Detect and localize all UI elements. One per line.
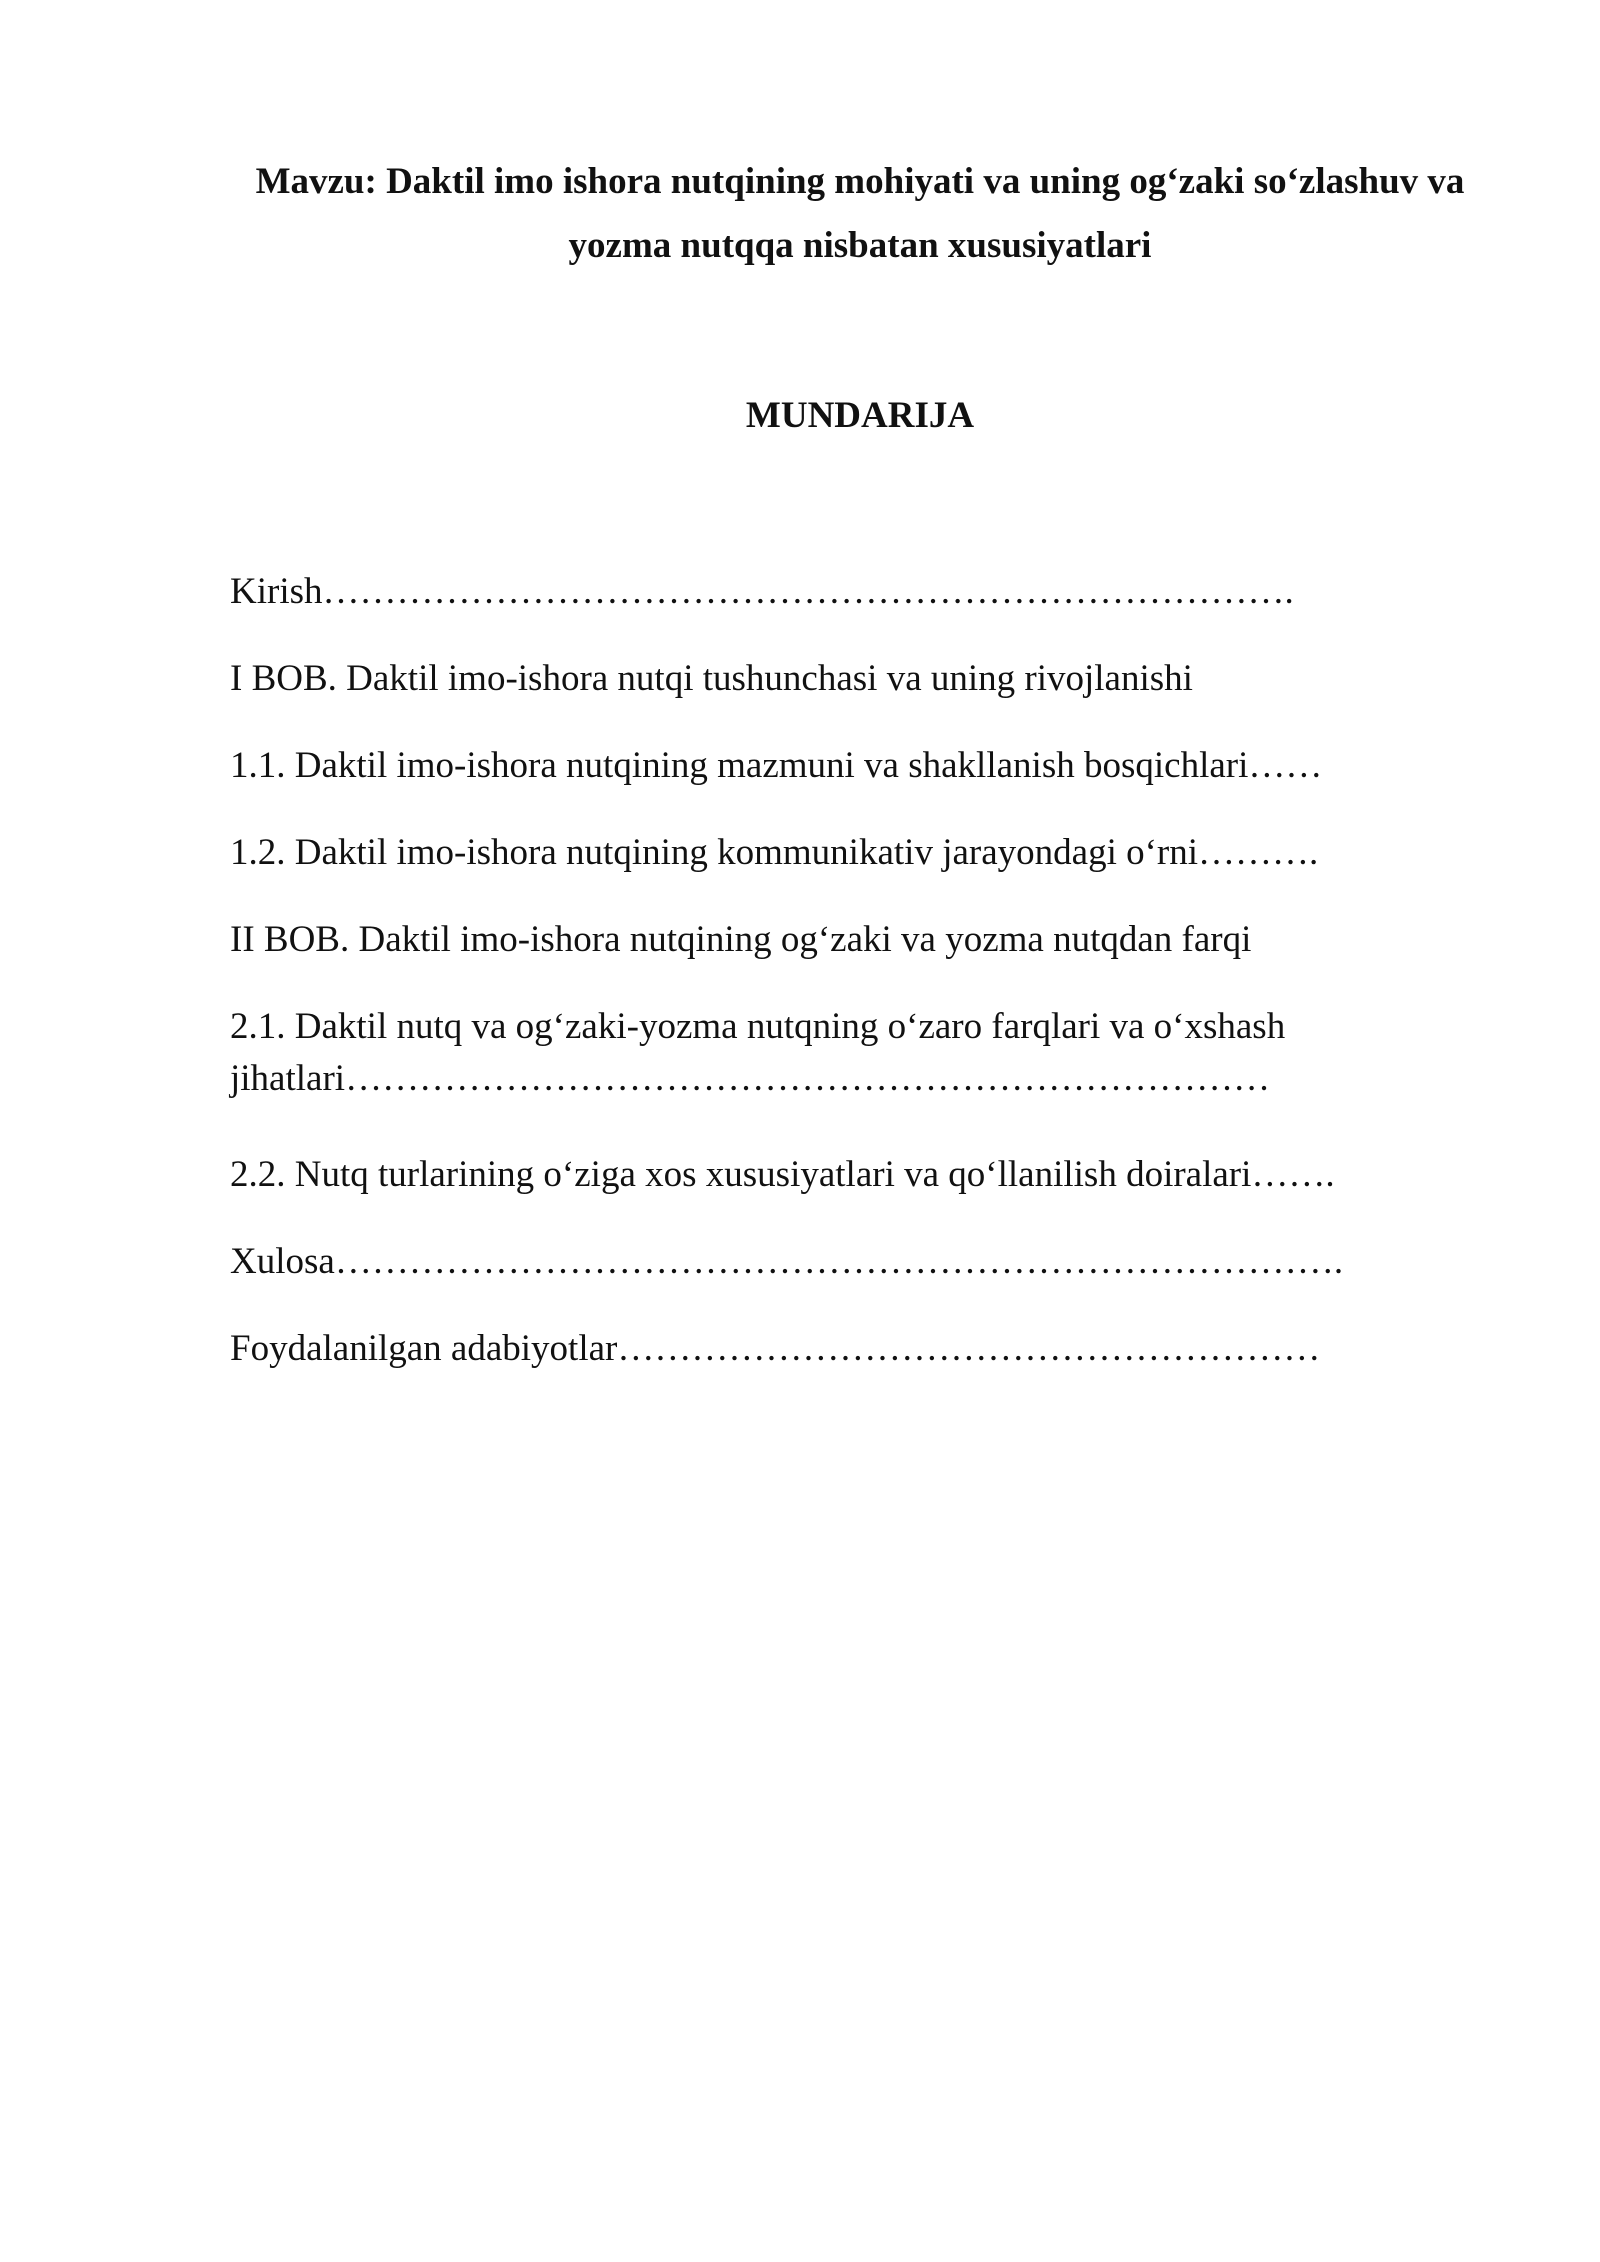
toc-item-references: Foydalanilgan adabiyotlar…………………………………………………: [230, 1328, 1321, 1369]
toc-item-2-1: [230, 1001, 1285, 1105]
toc-item-chapter-2: II BOB. Daktil imo-ishora nutqining og‘zaki va yozma nutqdan farqi: [230, 919, 1252, 960]
toc-item-1-2: 1.2. Daktil imo-ishora nutqining kommunikativ jarayondagi o‘rni……….: [230, 832, 1319, 873]
title-line-1: Mavzu: Daktil imo ishora nutqining mohiyati va uning og‘zaki so‘zlashuv va: [255, 161, 1465, 202]
toc-heading: MUNDARIJA: [745, 395, 975, 436]
toc-item-2-1-line-2: jihatlari…………………………………………………………………: [230, 1058, 1271, 1099]
toc-item-2-2: 2.2. Nutq turlarining o‘ziga xos xususiyatlari va qo‘llanilish doiralari…….: [230, 1154, 1335, 1195]
toc-item-xulosa: Xulosa……………………………………………………………………….: [230, 1241, 1344, 1282]
toc-item-1-1: 1.1. Daktil imo-ishora nutqining mazmuni va shakllanish bosqichlari……: [230, 745, 1323, 786]
toc-item-kirish: Kirish…………………………………………………………………….: [230, 571, 1294, 612]
toc-item-2-1-line-1: 2.1. Daktil nutq va og‘zaki-yozma nutqning o‘zaro farqlari va o‘xshash: [230, 1006, 1286, 1047]
title-line-2: yozma nutqqa nisbatan xususiyatlari: [568, 225, 1152, 266]
toc-item-chapter-1: I BOB. Daktil imo-ishora nutqi tushunchasi va uning rivojlanishi: [230, 658, 1193, 699]
document-title: [200, 150, 1520, 278]
